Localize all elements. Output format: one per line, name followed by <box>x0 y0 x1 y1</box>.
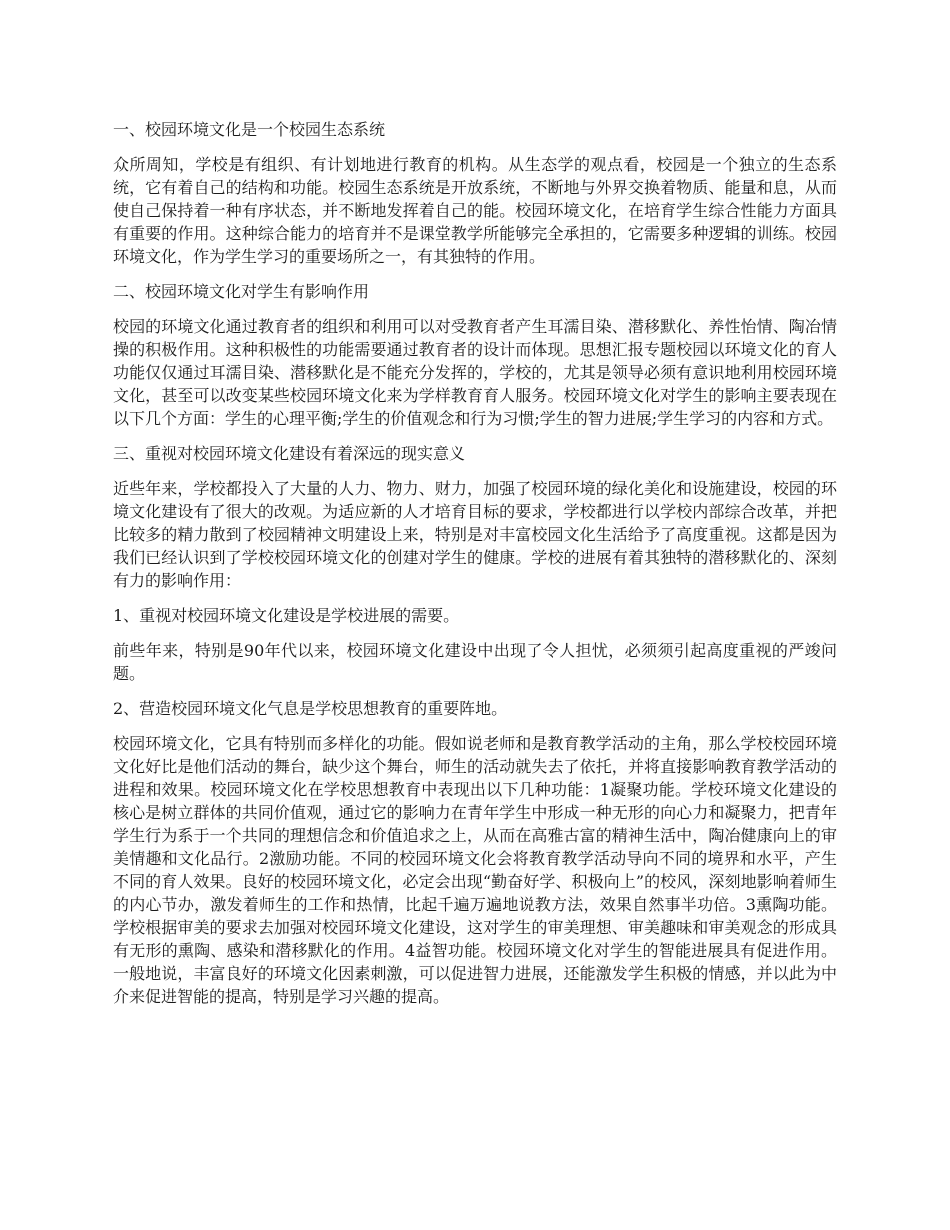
document-body <box>113 118 837 1020</box>
subheading-2: 2、营造校园环境文化气息是学校思想教育的重要阵地。 <box>113 699 508 718</box>
section-heading-1: 一、校园环境文化是一个校园生态系统 <box>113 120 386 139</box>
subheading-1: 1、重视对校园环境文化建设是学校进展的需要。 <box>113 606 460 625</box>
paragraph-1: 众所周知，学校是有组织、有计划地进行教育的机构。从生态学的观点看，校园是一个独立的生态系统，它有着自己的结构和功能。校园生态系统是开放系统，不断地与外界交换着物质、能量和息，从而使自己保持着一种有序状态，并不断地发挥着自己的能。校园环境文化，在培育学生综合性能力方面具有重要的作用。这种综合能力的培育并不是课堂教学所能够完全承担的，它需要多种逻辑的训练。校园环境文化，作为学生学习的重要场所之一，有其独特的作用。 <box>113 155 837 266</box>
paragraph-3: 近些年来，学校都投入了大量的人力、物力、财力，加强了校园环境的绿化美化和设施建设，校园的环境文化建设有了很大的改观。为适应新的人才培育目标的要求，学校都进行以学校内部综合改革，并把比较多的精力散到了校园精神文明建设上来，特别是对丰富校园文化生活给予了高度重视。这都是因为我们已经认识到了学校校园环境文化的创建对学生的健康。学校的进展有着其独特的潜移默化的、深刻有力的影响作用： <box>113 479 837 590</box>
paragraph-2: 校园的环境文化通过教育者的组织和利用可以对受教育者产生耳濡目染、潜移默化、养性怡情、陶冶情操的积极作用。这种积极性的功能需要通过教育者的设计而体现。思想汇报专题校园以环境文化的育人功能仅仅通过耳濡目染、潜移默化是不能充分发挥的，学校的，尤其是领导必须有意识地利用校园环境文化，甚至可以改变某些校园环境文化来为学样教育育人服务。校园环境文化对学生的影响主要表现在以下几个方面：学生的心理平衡;学生的价值观念和行为习惯;学生的智力进展;学生学习的内容和方式。 <box>113 317 837 428</box>
paragraph-5: 校园环境文化，它具有特别而多样化的功能。假如说老师和是教育教学活动的主角，那么学校校园环境文化好比是他们活动的舞台，缺少这个舞台，师生的活动就失去了依托，并将直接影响教育教学活动的进程和效果。校园环境文化在学校思想教育中表现出以下几种功能：1凝聚功能。学校环境文化建设的核心是树立群体的共同价值观，通过它的影响力在青年学生中形成一种无形的向心力和凝聚力，把青年学生行为系于一个共同的理想信念和价值追求之上，从而在高雅古富的精神生活中，陶冶健康向上的审美情趣和文化品行。2激励功能。不同的校园环境文化会将教育教学活动导向不同的境界和水平，产生不同的育人效果。良好的校园环境文化，必定会出现“勤奋好学、积极向上”的校风，深刻地影响着师生的内心节办，激发着师生的工作和热情，比起千遍万遍地说教方法，效果自然事半功倍。3熏陶功能。学校根据审美的要求去加强对校园环境文化建设，这对学生的审美理想、审美趣味和审美观念的形成具有无形的熏陶、感染和潜移默化的作用。4益智功能。校园环境文化对学生的智能进展具有促进作用。一般地说，丰富良好的环境文化因素刺激，可以促进智力进展，还能激发学生积极的情感，并以此为中介来促进智能的提高，特别是学习兴趣的提高。 <box>113 734 837 1006</box>
section-heading-3: 三、重视对校园环境文化建设有着深远的现实意义 <box>113 444 466 463</box>
section-heading-2: 二、校园环境文化对学生有影响作用 <box>113 282 370 301</box>
paragraph-4: 前些年来，特别是90年代以来，校园环境文化建设中出现了令人担忧，必须须引起高度重视的严竣问题。 <box>113 641 837 683</box>
